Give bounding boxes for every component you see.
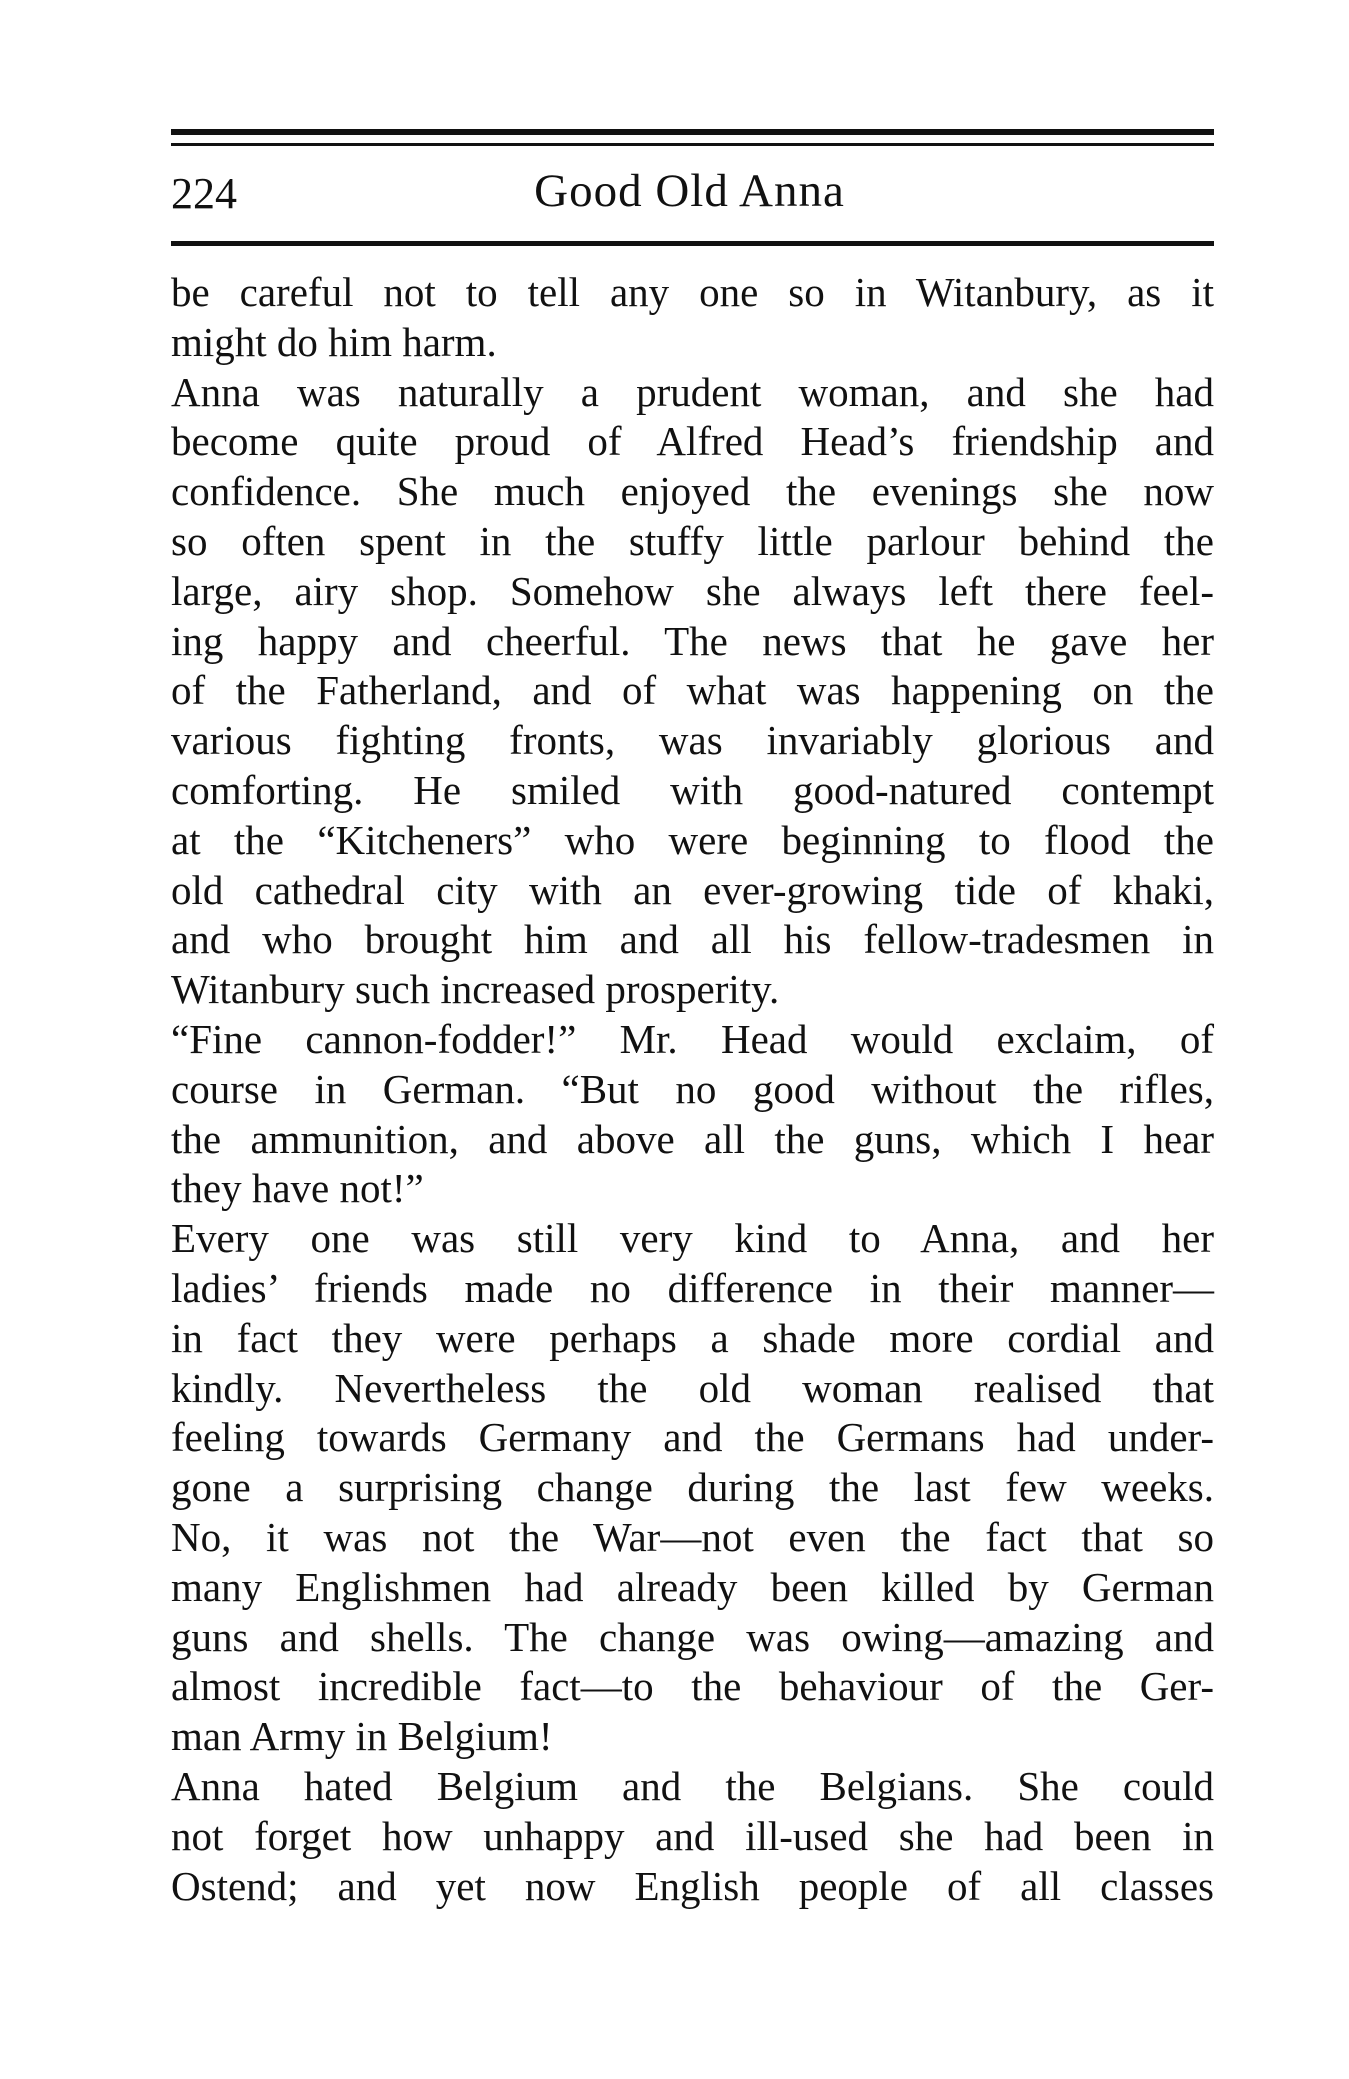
text-line: Witanbury such increased prosperity. bbox=[171, 966, 780, 1013]
text-line: of the Fatherland, and of what was happening on the bbox=[171, 667, 1214, 714]
text-line: become quite proud of Alfred Head’s friendship and bbox=[171, 418, 1214, 465]
text-line: they have not!” bbox=[171, 1165, 424, 1212]
text-line: not forget how unhappy and ill-used she had been in bbox=[171, 1812, 1214, 1859]
text-line: man Army in Belgium! bbox=[171, 1713, 553, 1760]
header-rule-top bbox=[171, 129, 1214, 135]
text-line: comforting. He smiled with good-natured contempt bbox=[171, 766, 1214, 813]
running-title: Good Old Anna bbox=[534, 165, 845, 217]
text-line: many Englishmen had already been killed by German bbox=[171, 1563, 1214, 1610]
text-line: and who brought him and all his fellow-tradesmen in bbox=[171, 916, 1214, 963]
text-line: so often spent in the stuffy little parlour behind the bbox=[171, 517, 1214, 564]
text-line: confidence. She much enjoyed the evenings she now bbox=[171, 468, 1214, 515]
text-line: old cathedral city with an ever-growing tide of khaki, bbox=[171, 866, 1214, 913]
text-line: course in German. “But no good without the rifles, bbox=[171, 1065, 1214, 1112]
text-line: Ostend; and yet now English people of all classes bbox=[171, 1862, 1214, 1909]
text-line: No, it was not the War—not even the fact that so bbox=[171, 1513, 1214, 1560]
text-line: be careful not to tell any one so in Witanbury, as it bbox=[171, 269, 1214, 315]
text-line: might do him harm. bbox=[171, 318, 497, 365]
header-rule-bottom bbox=[171, 241, 1214, 246]
text-line: the ammunition, and above all the guns, which I hear bbox=[171, 1115, 1214, 1162]
text-line: kindly. Nevertheless the old woman realised that bbox=[171, 1364, 1214, 1411]
text-line: Anna was naturally a prudent woman, and she had bbox=[171, 368, 1214, 415]
text-line: “Fine cannon-fodder!” Mr. Head would exclaim, of bbox=[171, 1015, 1214, 1062]
text-line: large, airy shop. Somehow she always left there feel- bbox=[171, 567, 1214, 614]
text-line: feeling towards Germany and the Germans had under- bbox=[171, 1414, 1214, 1461]
text-line: Every one was still very kind to Anna, and her bbox=[171, 1215, 1214, 1262]
text-line: Anna hated Belgium and the Belgians. She could bbox=[171, 1762, 1214, 1809]
text-line: gone a surprising change during the last few weeks. bbox=[171, 1464, 1214, 1511]
text-line: various fighting fronts, was invariably glorious and bbox=[171, 717, 1214, 764]
text-line: ing happy and cheerful. The news that he gave her bbox=[171, 617, 1214, 664]
text-line: at the “Kitcheners” who were beginning to flood the bbox=[171, 816, 1214, 863]
text-line: almost incredible fact—to the behaviour of the Ger- bbox=[171, 1663, 1214, 1710]
page-number: 224 bbox=[171, 169, 237, 218]
text-line: in fact they were perhaps a shade more cordial and bbox=[171, 1314, 1214, 1361]
header-rule-top-thin bbox=[171, 143, 1214, 146]
body-text bbox=[171, 268, 1214, 1911]
text-line: ladies’ friends made no difference in their manner— bbox=[171, 1264, 1214, 1311]
text-line: guns and shells. The change was owing—amazing and bbox=[171, 1613, 1214, 1660]
